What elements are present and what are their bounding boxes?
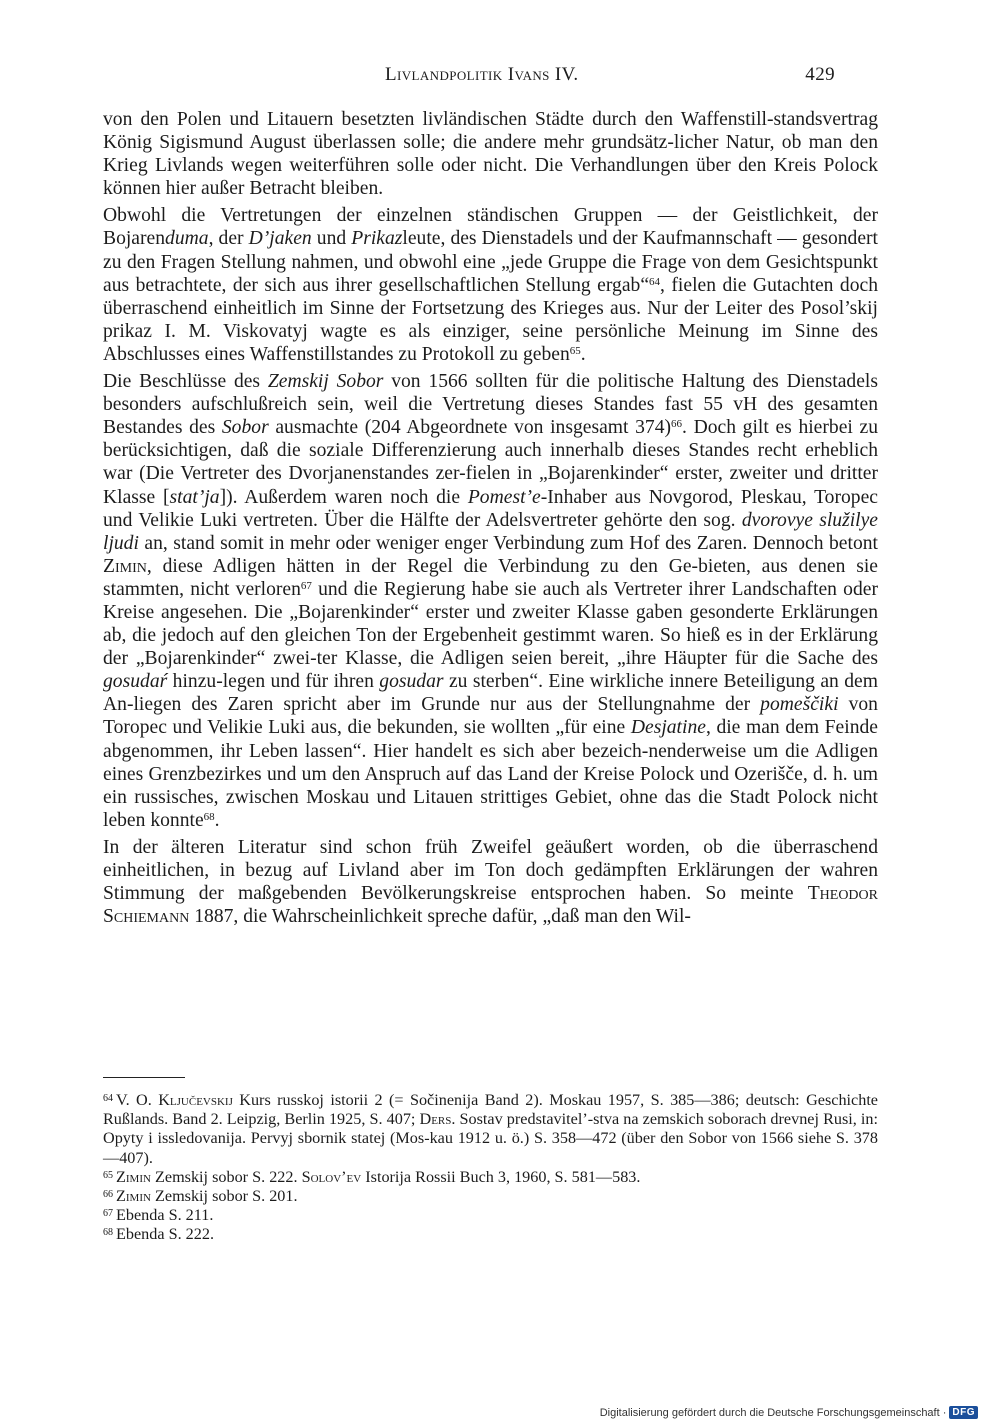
footnote-68: $^{68}$ Ebenda S. 222.: [103, 1225, 215, 1244]
footnote-64: $^{64}$ V. O. Ključevskij Kurs russkoj istorii 2 (= Sočinenija Band 2). Moskau 1957, S. 385—386; deutsch: Geschichte Rußlands. Band 2. Leipzig, Berlin 1925, S. 407; Ders. Sostav predstavitel’-stva na zemskich soborach drevnej Rusi, in: Opyty i issledovanija. Pervyj sbornik statej (Mos-kau 1912 u. ö.) S. 358—472 (über den Sobor von 1566 siehe S. 378—407).: [103, 1091, 878, 1167]
footnote-65: $^{65}$ Zimin Zemskij sobor S. 222. Solov’ev Istorija Rossii Buch 3, 1960, S. 581—583.: [103, 1167, 641, 1186]
footnote-ref-66: 66: [671, 418, 683, 431]
paragraph-3: Die Beschlüsse des Zemskij Sobor von 1566 sollten für die politische Haltung des Dienstadels besonders aufschlußreich sein, weil die Vertretung dieses Standes fast 55 vH des gesamten Bestandes des Sobor ausmachte (204 Abgeordnete von insgesamt 374)$^{66}$. Doch gilt es hierbei zu berücksichtigen, daß die soziale Differenzierung auch innerhalb dieses Standes recht erheblich war (Die Vertreter des Dvorjanenstandes zer-fielen in „Bojarenkinder“ erster, zweiter und dritter Klasse [stat’ja]). Außerdem waren noch die Pomest’e-Inhaber aus Novgorod, Pleskau, Toropec und Velikie Luki vertreten. Über die Hälfte der Adelsvertreter gehörte den sog. dvorovye služilye ljudi an, stand somit in mehr oder weniger enger Verbindung zum Hof des Zaren. Dennoch betont Zimin, diese Adligen hätten in der Regel die Verbindung zu den Ge-bieten, aus denen sie stammten, nicht verloren$^{67}$ und die Regierung habe sie auch als Vertreter ihrer Landschaften oder Kreise angesehen. Die „Bojarenkinder“ erster und zweiter Klasse gaben gesonderte Erklärungen ab, die jedoch auf den gleichen Ton der Ergebenheit gestimmt waren. So hieß es in der Erklärung der „Bojarenkinder“ zwei-ter Klasse, die Adligen seien bereit, „ihre Häupter für die Sache des gosudaŕ hinzu-legen und für ihren gosudar zu sterben“. Eine wirkliche innere Beteiligung an dem An-liegen des Zaren spricht aber im Grunde nur aus der Stellungnahme der pomeščiki von Toropec und Velikie Luki aus, die bekunden, sie wollten „für eine Desjatine, die man dem Feinde abgenommen, ihr Leben lassen“. Hier handelt es sich aber bezeich-nenderweise um die Adligen eines Grenzbezirkes und um den Anspruch auf das Land der Kreise Polock und Ozerišče, d. h. um ein russisches, zwischen Moskau und Litauen strittiges Gebiet, ohne das die Stadt Polock nicht leben konnte$^{68}$.: [103, 371, 879, 831]
footnote-66: $^{66}$ Zimin Zemskij sobor S. 201.: [103, 1187, 298, 1206]
paragraph-2: Obwohl die Vertretungen der einzelnen ständischen Gruppen — der Geistlichkeit, der Bojarenduma, der D’jaken und Prikazleute, des Dienstadels und der Kaufmannschaft — gesondert zu den Fragen Stellung nahmen, und obwohl eine „jede Gruppe die Frage von dem Gesichtspunkt aus betrachtete, der sich aus ihrer gesellschaftlichen Stellung ergab“$^{64}$, fielen die Gutachten doch überraschend einheitlich im Sinne der Fortsetzung des Krieges aus. Nur der Leiter des Posol’skij prikaz I. M. Viskovatyj wagte es als einziger, seine persönliche Meinung im Sinne des Abschlusses eines Waffenstillstandes zu Protokoll zu geben$^{65}$.: [103, 205, 879, 365]
main-text: [103, 108, 878, 932]
footnote-ref-64: 64: [649, 275, 661, 288]
paragraph-4: In der älteren Literatur sind schon früh Zweifel geäußert worden, ob die überraschend einheitlichen, in bezug auf Livland aber im Ton doch gedämpften Erklärungen der wahren Stimmung der maßgebenden Bevölkerungskreise entsprochen haben. So meinte Theodor Schiemann 1887, die Wahrscheinlichkeit spreche dafür, „daß man den Wil-: [103, 836, 878, 928]
dfg-logo: DFG: [949, 1406, 978, 1419]
running-head: [385, 64, 835, 86]
footnote-67: $^{67}$ Ebenda S. 211.: [103, 1206, 214, 1225]
footnote-ref-67: 67: [300, 579, 312, 592]
page-number: 429: [805, 64, 835, 85]
credit-text: Digitalisierung gefördert durch die Deutsche Forschungsgemeinschaft ·: [599, 1406, 947, 1419]
digitization-credit: [600, 1406, 978, 1419]
footnote-ref-65: 65: [569, 344, 581, 357]
footnote-ref-68: 68: [203, 810, 215, 823]
paragraph-1: von den Polen und Litauern besetzten livländischen Städte durch den Waffenstill-standsvertrag König Sigismund August überlassen solle; die andere mehr grundsätz-licher Natur, ob man den Krieg Livlands wegen weiterführen solle oder nicht. Die Verhandlungen über den Kreis Polock können hier außer Betracht bleiben.: [103, 109, 878, 200]
footnotes: [103, 1091, 878, 1245]
running-title: Livlandpolitik Ivans IV.: [385, 64, 579, 85]
footnote-separator: [103, 1077, 185, 1078]
